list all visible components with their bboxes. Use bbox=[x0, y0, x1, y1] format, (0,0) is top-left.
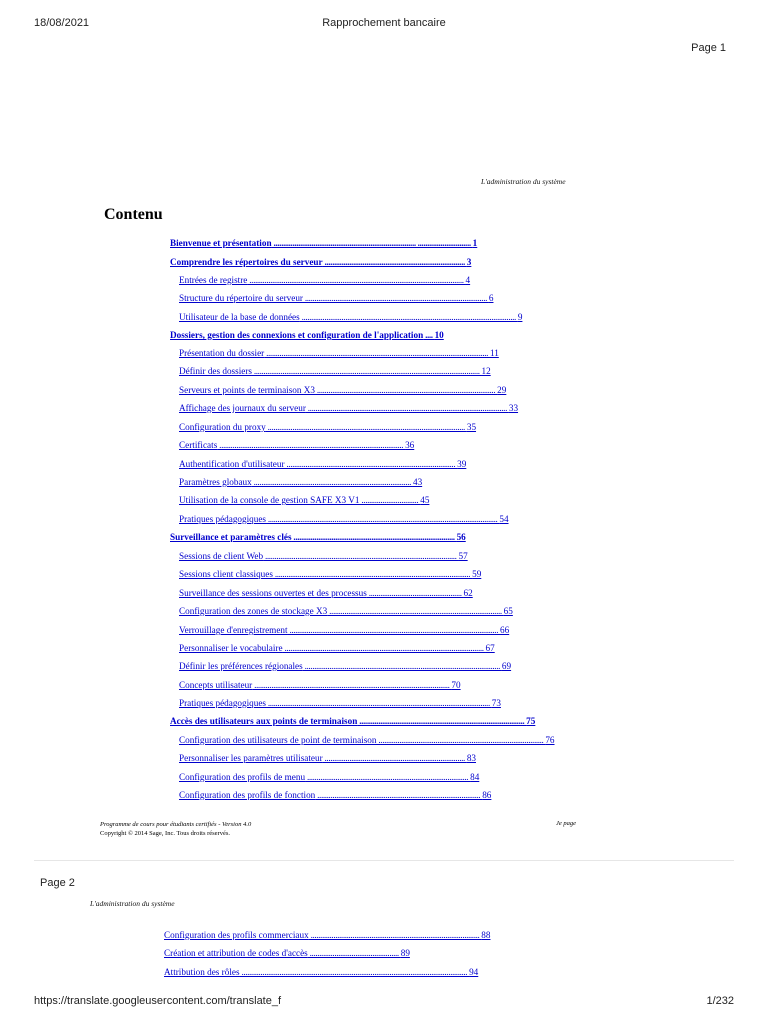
toc-link[interactable] bbox=[179, 476, 422, 488]
toc-leader-dots: ....................................................................................................................... bbox=[239, 967, 470, 977]
running-head-2: L'administration du système bbox=[90, 899, 175, 908]
toc-link-title: Utilisateur de la base de données bbox=[179, 312, 300, 322]
toc-link[interactable] bbox=[164, 966, 478, 978]
toc-leader-dots: ................................................................................................................. bbox=[299, 312, 518, 322]
toc-link[interactable] bbox=[179, 789, 491, 801]
toc-link-title: Définir des dossiers bbox=[179, 366, 252, 376]
toc-leader-dots: ..................................................................................................................... bbox=[266, 698, 492, 708]
toc-leader-dots: ....................................................................................................................... bbox=[251, 366, 482, 376]
toc-page-number: 76 bbox=[545, 735, 555, 745]
toc-page-number: 43 bbox=[412, 477, 423, 487]
toc-leader-dots: ........................................................................................................ bbox=[265, 422, 467, 432]
toc-page-number: 83 bbox=[466, 753, 476, 763]
toc-link-title: Affichage des journaux du serveur bbox=[179, 403, 306, 413]
toc-page-number: 4 bbox=[465, 275, 471, 285]
toc-page-number: 29 bbox=[497, 385, 507, 395]
toc-leader-dots: ......................................................................................................... bbox=[305, 403, 509, 413]
toc-page-number: 65 bbox=[503, 606, 513, 616]
toc-link-title: Dossiers, gestion des connexions et configuration de l'application bbox=[170, 330, 424, 340]
toc-page-number: 66 bbox=[500, 625, 510, 635]
toc-link[interactable] bbox=[179, 384, 506, 396]
toc-link-title: Configuration du proxy bbox=[179, 422, 266, 432]
toc-page-number: 84 bbox=[470, 772, 480, 782]
toc-link-title: Création et attribution de codes d'accès bbox=[164, 948, 308, 958]
toc-link-title: Entrées de registre bbox=[179, 275, 248, 285]
toc-leader-dots: ......................................................................................................... bbox=[282, 643, 486, 653]
toc-page-number: 57 bbox=[458, 551, 468, 561]
toc-link-title: Verrouillage d'enregistrement bbox=[179, 625, 288, 635]
toc-link[interactable] bbox=[179, 624, 509, 636]
toc-link[interactable] bbox=[179, 550, 468, 562]
toc-page-number: 89 bbox=[400, 948, 410, 958]
toc-leader-dots: ..................................................................................................................... bbox=[264, 348, 490, 358]
toc-link[interactable] bbox=[179, 697, 501, 709]
toc-page-number: 45 bbox=[420, 495, 430, 505]
toc-link-title: Authentification d'utilisateur bbox=[179, 459, 285, 469]
toc-link-title: Configuration des profils commerciaux bbox=[164, 930, 309, 940]
running-head: L'administration du système bbox=[481, 177, 566, 186]
toc-leader-dots: .............................. bbox=[359, 495, 421, 505]
toc-page-number: 33 bbox=[508, 403, 519, 413]
toc-link-title: Certificats bbox=[179, 440, 218, 450]
toc-leader-dots: ................................................................................... bbox=[251, 477, 413, 487]
page-separator bbox=[34, 860, 734, 861]
toc-link-title: Configuration des profils de fonction bbox=[179, 790, 316, 800]
toc-page-number: 10 bbox=[434, 330, 444, 340]
toc-link-title: Définir les préférences régionales bbox=[179, 661, 303, 671]
toc-link[interactable] bbox=[164, 947, 410, 959]
toc-link-title: Configuration des zones de stockage X3 bbox=[179, 606, 328, 616]
toc-leader-dots: ..................................................................................................... bbox=[263, 551, 459, 561]
toc-link-title: Paramètres globaux bbox=[179, 477, 252, 487]
toc-page-number: 54 bbox=[499, 514, 509, 524]
toc-leader-dots: .... bbox=[423, 330, 435, 340]
toc-page-number: 75 bbox=[526, 716, 536, 726]
toc-leader-dots: ....................................................................................................... bbox=[302, 661, 502, 671]
toc-leader-dots: ....................................................................................... bbox=[376, 735, 546, 745]
toc-link[interactable] bbox=[179, 734, 555, 746]
toc-link[interactable] bbox=[179, 660, 511, 672]
toc-link[interactable] bbox=[179, 292, 493, 304]
toc-link[interactable] bbox=[179, 347, 499, 359]
toc-page-number: 59 bbox=[472, 569, 482, 579]
toc-link[interactable] bbox=[179, 587, 473, 599]
toc-link[interactable] bbox=[170, 237, 477, 249]
toc-leader-dots: .............................................................................................................. bbox=[287, 625, 500, 635]
toc-link-title: Utilisation de la console de gestion SAFE X3 V1 bbox=[179, 495, 360, 505]
toc-leader-dots: ................................................................................................................. bbox=[247, 275, 466, 285]
toc-page-number: 67 bbox=[485, 643, 495, 653]
toc-leader-dots: ..................................................................................... bbox=[291, 532, 457, 542]
toc-page-number: 56 bbox=[456, 532, 466, 542]
toc-link-title: Pratiques pédagogiques bbox=[179, 514, 267, 524]
toc-page-number: 39 bbox=[457, 459, 467, 469]
toc-link-title: Serveurs et points de terminaison X3 bbox=[179, 385, 316, 395]
toc-link[interactable] bbox=[164, 929, 490, 941]
toc-link-title: Bienvenue et présentation bbox=[170, 238, 272, 248]
toc-link[interactable] bbox=[179, 274, 470, 286]
toc-leader-dots: ....................................................................................................... bbox=[252, 680, 452, 690]
toc-leader-dots: ...................................................................................... bbox=[315, 790, 483, 800]
toc-link[interactable] bbox=[179, 752, 476, 764]
toc-leader-dots: ..................................................................................... bbox=[305, 772, 471, 782]
page-count: 1/232 bbox=[706, 995, 734, 1007]
toc-link[interactable] bbox=[179, 605, 513, 617]
toc-page-number: 12 bbox=[481, 366, 491, 376]
toc-link-title: Sessions de client Web bbox=[179, 551, 264, 561]
toc-link[interactable] bbox=[179, 771, 479, 783]
toc-link[interactable] bbox=[179, 494, 429, 506]
page-footer bbox=[100, 820, 251, 838]
toc-leader-dots: ......................................................................................... bbox=[308, 930, 482, 940]
toc-leader-dots: ....................................................................................................... bbox=[272, 569, 473, 579]
toc-link-title: Attribution des rôles bbox=[164, 967, 240, 977]
toc-leader-dots: .............................................................................................. bbox=[315, 385, 498, 395]
toc-leader-dots: ........................................................................... ............................ bbox=[271, 238, 473, 248]
toc-link[interactable] bbox=[179, 568, 481, 580]
toc-link[interactable] bbox=[179, 365, 491, 377]
toc-page-number: 6 bbox=[488, 293, 494, 303]
page-url: https://translate.googleusercontent.com/translate_f bbox=[34, 995, 282, 1007]
toc-leader-dots: ......................................................................................... bbox=[284, 459, 458, 469]
toc-page-number: 62 bbox=[463, 588, 473, 598]
toc-link[interactable] bbox=[179, 458, 466, 470]
toc-link-title: Pratiques pédagogiques bbox=[179, 698, 267, 708]
toc-link[interactable] bbox=[170, 256, 471, 268]
toc-leader-dots: ........................................................................................... bbox=[327, 606, 504, 616]
toc-leader-dots: ............................................... bbox=[307, 948, 401, 958]
toc-link-title: Surveillance et paramètres clés bbox=[170, 532, 292, 542]
footer-program: Programme de cours pour étudiants certifiés - Version 4.0 bbox=[100, 821, 252, 828]
toc-page-number: 70 bbox=[451, 680, 461, 690]
toc-link-title: Accès des utilisateurs aux points de terminaison bbox=[170, 716, 358, 726]
toc-page-number: 36 bbox=[405, 440, 415, 450]
page-number-label: Page 1 bbox=[691, 42, 726, 54]
toc-link[interactable] bbox=[179, 311, 522, 323]
toc-link[interactable] bbox=[179, 439, 414, 451]
toc-heading: Contenu bbox=[104, 206, 163, 223]
toc-link-title: Comprendre les répertoires du serveur bbox=[170, 257, 323, 267]
page-number-label-2: Page 2 bbox=[40, 877, 75, 889]
footer-copyright: Copyright © 2014 Sage, Inc. Tous droits réservés. bbox=[100, 830, 231, 837]
toc-link-title: Surveillance des sessions ouvertes et des processus bbox=[179, 588, 367, 598]
toc-page-number: 35 bbox=[466, 422, 477, 432]
toc-page-number: 9 bbox=[517, 312, 523, 322]
toc-link-title: Concepts utilisateur bbox=[179, 680, 253, 690]
toc-leader-dots: ................................................. bbox=[366, 588, 464, 598]
toc-link[interactable] bbox=[179, 421, 476, 433]
toc-page-number: 73 bbox=[491, 698, 501, 708]
footer-page-number: Je page bbox=[556, 820, 577, 827]
toc-page-number: 69 bbox=[501, 661, 512, 671]
toc-page-number: 1 bbox=[472, 238, 478, 248]
toc-page-number: 11 bbox=[489, 348, 499, 358]
print-title: Rapprochement bancaire bbox=[322, 17, 446, 29]
toc-link-title: Personnaliser le vocabulaire bbox=[179, 643, 283, 653]
toc-leader-dots: ......................................................................................................................... bbox=[266, 514, 500, 524]
print-date: 18/08/2021 bbox=[34, 17, 90, 29]
toc-page-number: 3 bbox=[466, 257, 472, 267]
toc-page-number: 86 bbox=[482, 790, 492, 800]
toc-link-title: Sessions client classiques bbox=[179, 569, 273, 579]
toc-leader-dots: ................................................................................................ bbox=[302, 293, 489, 303]
toc-link[interactable] bbox=[170, 531, 466, 543]
toc-link-title: Structure du répertoire du serveur bbox=[179, 293, 303, 303]
toc-link-title: Personnaliser les paramètres utilisateur bbox=[179, 753, 323, 763]
toc-link-title: Configuration des profils de menu bbox=[179, 772, 306, 782]
toc-link[interactable] bbox=[179, 402, 518, 414]
toc-page-number: 94 bbox=[469, 967, 479, 977]
toc-leader-dots: .......................................................................... bbox=[322, 257, 467, 267]
toc-link[interactable] bbox=[179, 642, 495, 654]
toc-link[interactable] bbox=[179, 513, 509, 525]
toc-leader-dots: ................................................................................................. bbox=[217, 440, 406, 450]
toc-link-title: Configuration des utilisateurs de point de terminaison bbox=[179, 735, 377, 745]
toc-page-number: 88 bbox=[481, 930, 491, 940]
toc-leader-dots: .......................................................................... bbox=[322, 753, 467, 763]
toc-link[interactable] bbox=[170, 715, 535, 727]
toc-link[interactable] bbox=[179, 679, 461, 691]
toc-link[interactable] bbox=[170, 329, 444, 341]
toc-leader-dots: ....................................................................................... bbox=[357, 716, 527, 726]
toc-link-title: Présentation du dossier bbox=[179, 348, 265, 358]
